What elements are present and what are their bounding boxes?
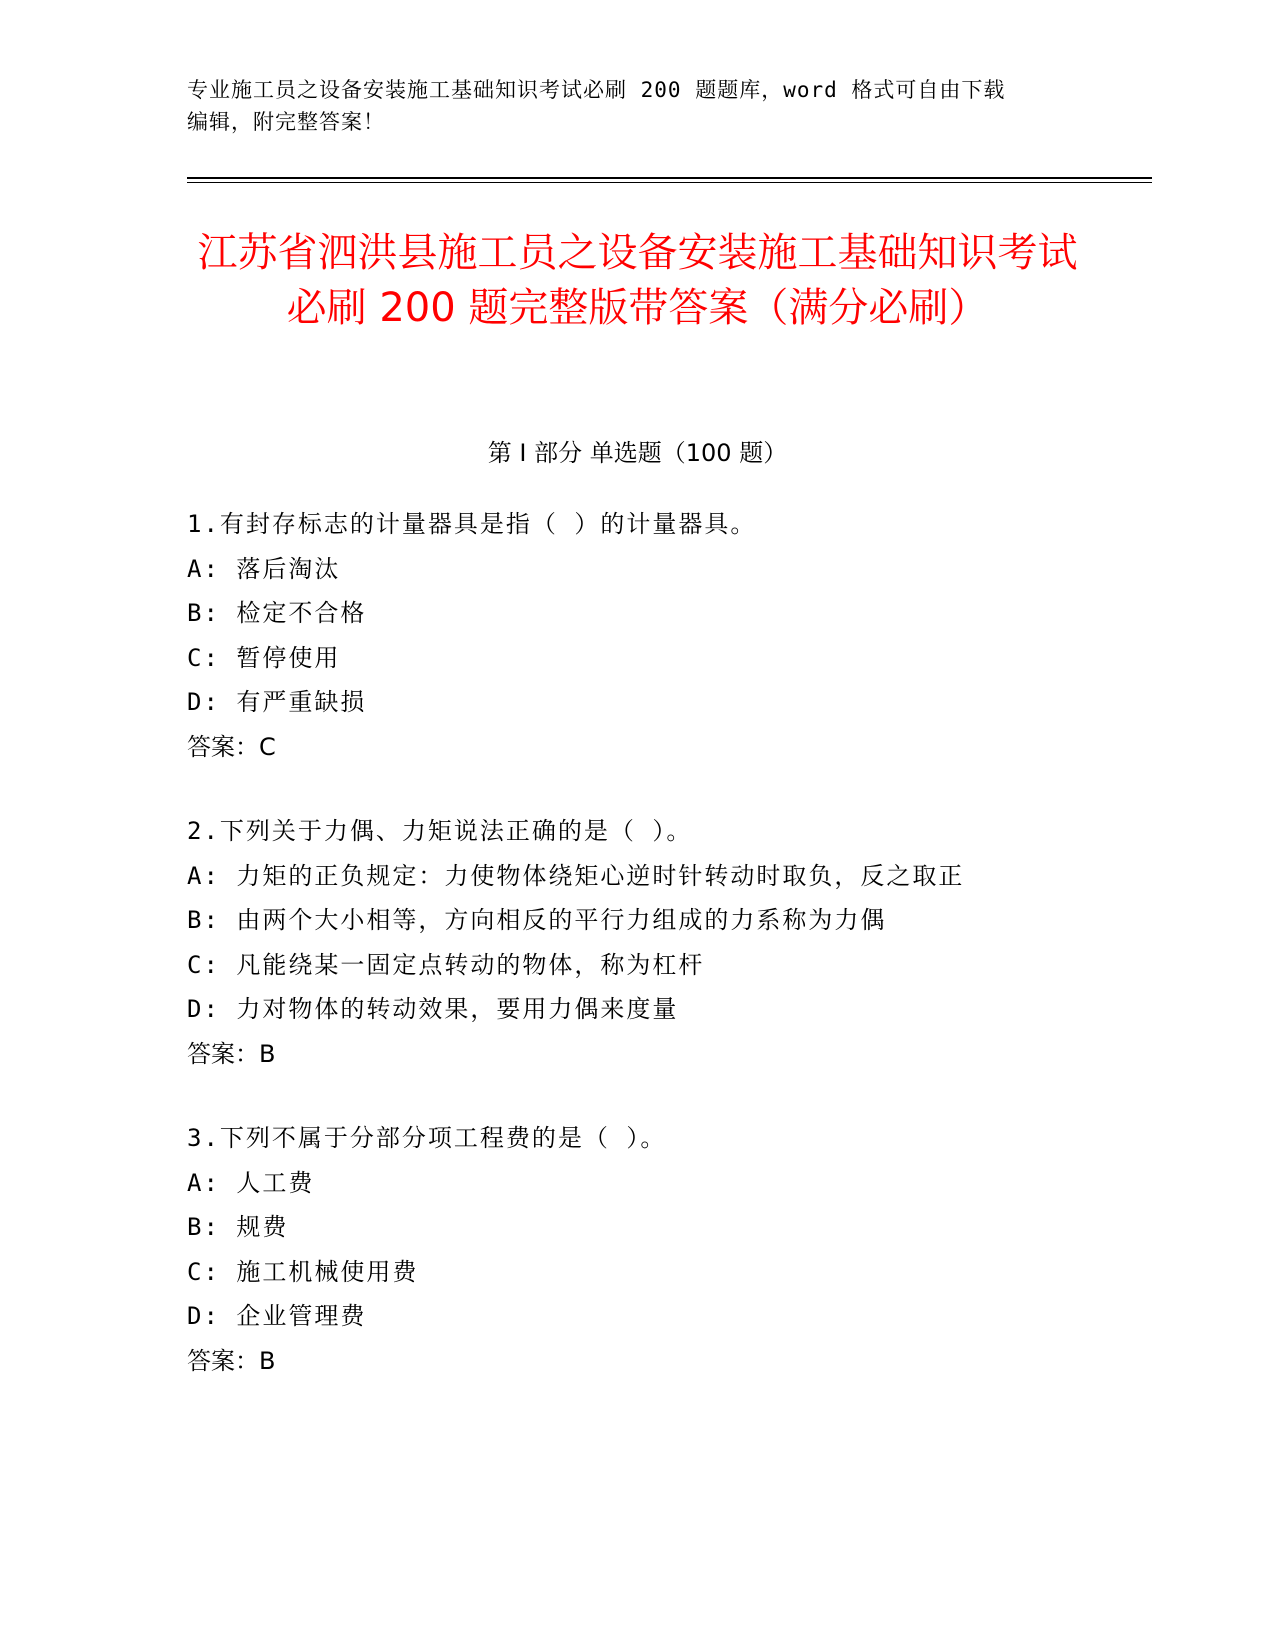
question-1 <box>187 502 1127 769</box>
question-option-a: A: 人工费 <box>187 1168 315 1197</box>
header-note-line-1: 专业施工员之设备安装施工基础知识考试必刷 200 题题库，word 格式可自由下载 <box>187 78 1006 102</box>
question-answer: 答案：C <box>187 732 276 761</box>
question-option-a: A: 落后淘汰 <box>187 554 341 583</box>
question-option-c: C: 凡能绕某一固定点转动的物体，称为杠杆 <box>187 950 705 979</box>
document-title: 江苏省泗洪县施工员之设备安装施工基础知识考试必刷 200 题完整版带答案（满分必刷） <box>197 230 1078 331</box>
question-option-d: D: 企业管理费 <box>187 1302 367 1330</box>
question-option-a: A: 力矩的正负规定：力使物体绕矩心逆时针转动时取负，反之取正 <box>187 861 965 890</box>
question-option-b: B: 检定不合格 <box>187 599 367 627</box>
section-heading: 第 I 部分 单选题（100 题） <box>487 439 788 467</box>
question-answer: 答案：B <box>187 1346 276 1375</box>
question-stem: 3.下列不属于分部分项工程费的是（ ）。 <box>187 1124 667 1152</box>
question-option-d: D: 力对物体的转动效果，要用力偶来度量 <box>187 995 679 1023</box>
question-option-c: C: 施工机械使用费 <box>187 1257 419 1286</box>
header-divider-thin <box>187 182 1152 183</box>
question-option-b: B: 规费 <box>187 1213 289 1241</box>
question-stem: 1.有封存标志的计量器具是指（ ）的计量器具。 <box>187 510 757 538</box>
question-option-c: C: 暂停使用 <box>187 643 341 672</box>
question-option-b: B: 由两个大小相等，方向相反的平行力组成的力系称为力偶 <box>187 906 887 934</box>
header-note <box>187 74 1067 138</box>
question-stem: 2.下列关于力偶、力矩说法正确的是（ ）。 <box>187 817 693 845</box>
question-option-d: D: 有严重缺损 <box>187 688 367 716</box>
question-answer: 答案：B <box>187 1039 276 1068</box>
header-divider-thick <box>187 177 1152 179</box>
question-2 <box>187 809 1127 1076</box>
header-note-line-2: 编辑，附完整答案！ <box>187 110 385 134</box>
question-3 <box>187 1116 1127 1383</box>
